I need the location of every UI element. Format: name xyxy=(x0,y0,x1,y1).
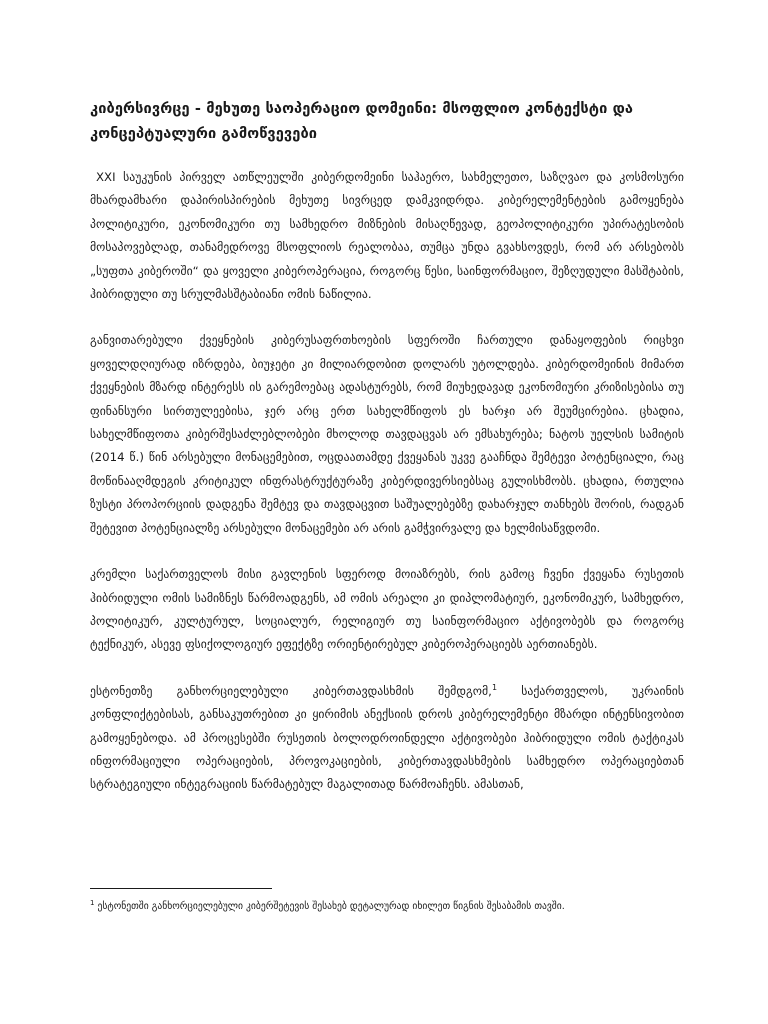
paragraph-4-text: ესტონეთზე განხორციელებული კიბერთავდასხმის შემდგომ,$^1$ საქართველოს, უკრაინის კონფლიქტებისას, განსაკუთრებით კი ყირიმის ანექსიის დროს კიბერელემენტი მზარდი ინტენსივობით გამოყენებოდა. ამ პროცესებში რუსეთის ბოლოდროინდელი აქტივობები ჰიბრიდული ომის ტაქტიკას ინფორმაციული ოპერაციების, პროვოკაციების, კიბერთავდასხმების სამხედრო ოპერაციებთან სტრატეგიული ინტეგრაციის წარმატებულ მაგალითად წარმოაჩენს. ამასთან, xyxy=(90,682,684,792)
footnote-number: 1 xyxy=(90,898,95,907)
footnote xyxy=(90,898,684,916)
paragraph-2: განვითარებული ქვეყნების კიბერუსაფრთხოების სფეროში ჩართული დანაყოფების რიცხვი ყოველდღიურად იზრდება, ბიუჯეტი კი მილიარდობით დოლარს უტოლდება. კიბერდომეინის მიმართ ქვეყნების მზარდ ინტერესს ის გარემოებაც ადასტურებს, რომ მიუხედავად ეკონომიური კრიზისებისა თუ ფინანსური სირთულეებისა, ჯერ არც ერთ სახელმწიფოს ეს ხარჯი არ შეუმცირებია. ცხადია, სახელმწიფოთა კიბერშესაძლებლობები მხოლოდ თავდაცვას არ ემსახურება; ნატოს უელსის სამიტის (2014 წ.) წინ არსებული მონაცემებით, ოცდაათამდე ქვეყანას უკვე გააჩნდა შემტევი პოტენციალი, რაც მოწინააღმდეგის კრიტიკულ ინფრასტრუქტურაზე კიბერდივერსიებსაც გულისხმობს. ცხადია, რთულია ზუსტი პროპორციის დადგენა შემტევ და თავდაცვით საშუალებებზე დახარჯულ თანხებს შორის, რადგან შეტევით პოტენციალზე არსებული მონაცემები არ არის გამჭვირვალე და ხელმისაწვდომი. xyxy=(90,333,684,535)
footnote-reference: 1 xyxy=(491,682,498,692)
document-title: კიბერსივრცე - მეხუთე საოპერაციო დომეინი: მსოფლიო კონტექსტი და კონცეპტუალური გამოწვევები xyxy=(90,100,634,142)
paragraph-3: კრემლი საქართველოს მისი გავლენის სფეროდ მოიაზრებს, რის გამოც ჩვენი ქვეყანა რუსეთის ჰიბრიდული ომის სამიზნეს წარმოადგენს, ამ ომის არეალი კი დიპლომატიურ, ეკონომიკურ, სამხედრო, პოლიტიკურ, კულტურულ, სოციალურ, რელიგიურ თუ საინფორმაციო აქტივობებს და როგორც ტექნიკურ, ასევე ფსიქოლოგიურ ეფექტზე ორიენტირებულ კიბეროპერაციებს აერთიანებს. xyxy=(90,567,684,652)
paragraph-1: XXI საუკუნის პირველ ათწლეულში კიბერდომეინი საჰაერო, სახმელეთო, საზღვაო და კოსმოსური მხარდამხარი დაპირისპირების მეხუთე სივრცედ დამკვიდრდა. კიბერელემენტების გამოყენება პოლიტიკური, ეკონომიკური თუ სამხედრო მიზნების მისაღწევად, გეოპოლიტიკური უპირატესობის მოსაპოვებლად, თანამედროვე მსოფლიოს რეალობაა, თუმცა უნდა გვახსოვდეს, რომ არ არსებობს „სუფთა კიბეროში“ და ყოველი კიბეროპერაცია, როგორც წესი, საინფორმაციო, შეზღუდული მასშტაბის, ჰიბრიდული თუ სრულმასშტაბიანი ომის ნაწილია. xyxy=(90,170,684,302)
paragraph-4 xyxy=(90,680,684,797)
footnote-text: ესტონეთში განხორციელებული კიბერშეტევის შესახებ დეტალურად იხილეთ წიგნის შესაბამის თავში. xyxy=(97,901,565,912)
footnote-separator xyxy=(90,888,272,889)
document-page xyxy=(90,96,684,820)
